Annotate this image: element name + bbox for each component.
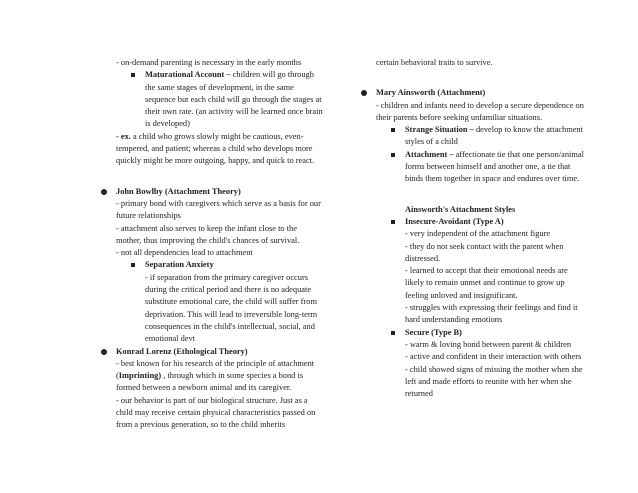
- ainsworth-line-1: - children and infants need to develop a secure dependence on their parents before seeking unfamiliar situations.: [376, 100, 584, 122]
- secure-line-1: - warm & loving bond between parent & children: [405, 339, 572, 349]
- insecure-line-4: - struggles with expressing their feelings and find it hard understanding emotions: [405, 303, 578, 325]
- example-paragraph: [116, 131, 324, 168]
- lorenz-line-1-c: , through which in some species a bond is formed between a newborn animal and its caregiver.: [116, 371, 304, 393]
- continuation-line: certain behavioral traits to survive.: [376, 58, 493, 67]
- example-text: a child who grows slowly might be cautious, even-tempered, and patient; whereas a child who develops more quickly might be more outgoing, happy, and quick to react.: [116, 131, 315, 166]
- lorenz-section: [116, 346, 324, 432]
- bowlby-line-2: - attachment also serves to keep the infant close to the mother, thus improving the child's chances of survival.: [116, 223, 300, 245]
- ainsworth-title: Mary Ainsworth (Attachment): [376, 88, 486, 98]
- maturational-text: children will go through the same stages of development, in the same sequence but each child will go through the stages at their own rate. (an activity will be learned once brain is developed): [145, 70, 323, 129]
- separation-title: Separation Anxiety: [145, 260, 214, 270]
- insecure-line-2: - they do not seek contact with the parent when distressed.: [405, 241, 564, 263]
- strange-title: Strange Situation –: [405, 125, 474, 135]
- circle-bullet-icon: [361, 90, 367, 96]
- insecure-avoidant-item: [376, 216, 584, 327]
- bowlby-section: [116, 186, 324, 346]
- attachment-text: affectionate tie that one person/animal forms between himself and another one, a tie that binds them together in space and endures over time.: [405, 149, 584, 184]
- insecure-title: Insecure-Avoidant (Type A): [405, 216, 504, 226]
- on-demand-line: - on-demand parenting is necessary in the early months: [116, 58, 302, 67]
- attachment-styles-heading: Ainsworth's Attachment Styles: [405, 204, 516, 214]
- lorenz-line-1: [116, 358, 324, 395]
- circle-bullet-icon: [101, 349, 107, 355]
- separation-text: - if separation from the primary caregiver occurs during the critical period and there is no adequate substitute emotional care, the child will suffer from deprivation. This will lead to irreversible long-term consequences in the child's intellectual, social, and emotional devt: [145, 272, 318, 344]
- square-bullet-icon: [391, 331, 395, 335]
- bowlby-title: John Bowlby (Attachment Theory): [116, 186, 241, 196]
- secure-item: [376, 327, 584, 401]
- secure-line-3: - child showed signs of missing the mother when she left and made efforts to reunite with her when she returned: [405, 364, 583, 399]
- square-bullet-icon: [391, 220, 395, 224]
- lorenz-line-1-a: - best known for his research of the principle of attachment (: [116, 358, 315, 381]
- bowlby-line-3: - not all dependencies lead to attachment: [116, 248, 253, 258]
- attachment-definition-item: [376, 149, 584, 186]
- lorenz-line-2: - our behavior is part of our biological structure. Just as a child may receive certain physical characteristics passed on from a previous generation, so to the child inherits: [116, 395, 316, 430]
- circle-bullet-icon: [101, 189, 107, 195]
- separation-anxiety-item: [116, 259, 324, 345]
- ainsworth-section: [376, 87, 584, 185]
- maturational-account-item: [116, 69, 324, 130]
- strange-situation-item: [376, 124, 584, 149]
- maturational-title: Maturational Account –: [145, 70, 231, 80]
- square-bullet-icon: [131, 263, 135, 267]
- imprinting-term: Imprinting): [118, 371, 162, 381]
- lorenz-title: Konrad Lorenz (Ethological Theory): [116, 346, 248, 356]
- example-prefix: - ex.: [116, 131, 131, 141]
- strange-text: develop to know the attachment styles of a child: [405, 125, 583, 147]
- right-column: [376, 57, 584, 400]
- secure-title: Secure (Type B): [405, 327, 462, 337]
- bowlby-line-1: - primary bond with caregivers which serve as a basis for our future relationships: [116, 198, 321, 221]
- attachment-title: Attachment –: [405, 149, 454, 159]
- left-column: [116, 57, 324, 432]
- square-bullet-icon: [391, 153, 395, 157]
- insecure-line-1: - very independent of the attachment figure: [405, 229, 551, 239]
- secure-line-2: - active and confident in their interaction with others: [405, 352, 582, 362]
- square-bullet-icon: [131, 73, 135, 77]
- square-bullet-icon: [391, 128, 395, 132]
- insecure-line-3: - learned to accept that their emotional needs are likely to remain unmet and continue to grow up feeling unloved and insignificant.: [405, 266, 568, 300]
